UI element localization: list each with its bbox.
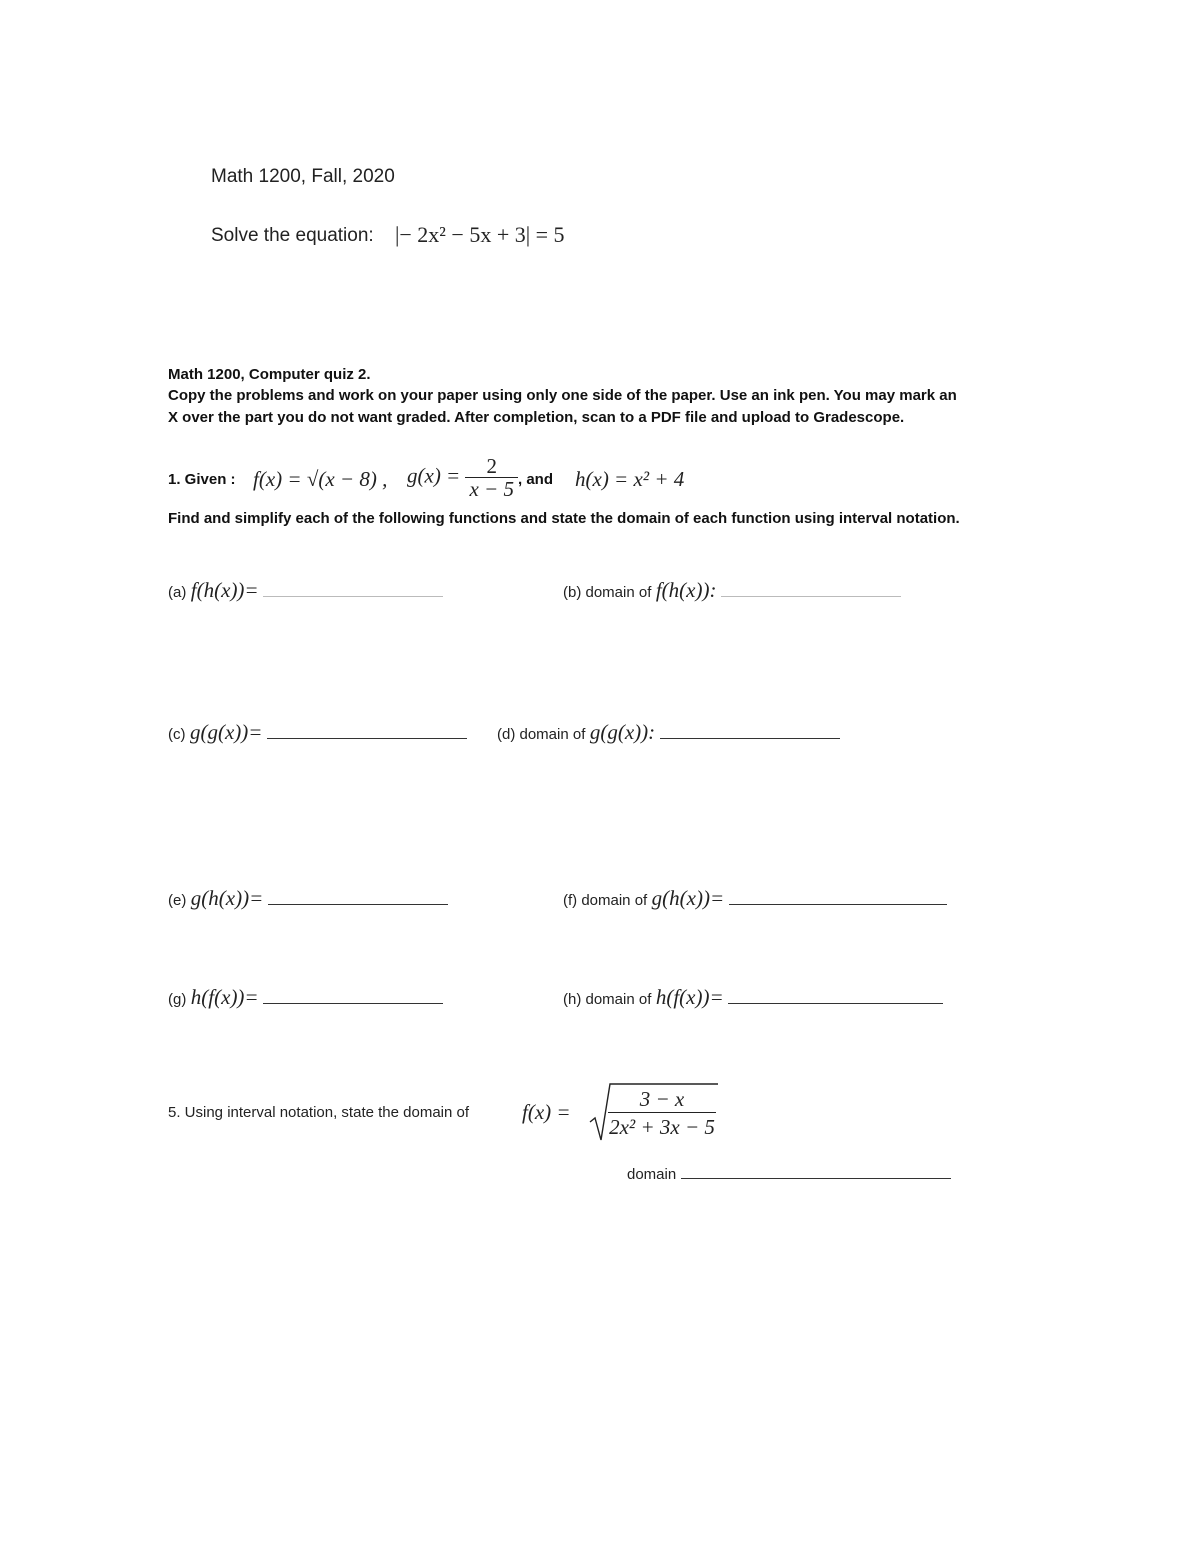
part-f-expression: g(h(x))= [651,886,725,910]
part-c-label: (c) [168,726,186,743]
g-def-prefix: g(x) = [407,463,461,488]
quiz-instructions-line2: X over the part you do not want graded. After completion, scan to a PDF file and upload to Gradescope. [168,409,905,426]
part-d [497,720,840,745]
part-h-expression: h(f(x))= [655,985,724,1009]
problem5-text: 5. Using interval notation, state the domain of [168,1104,470,1121]
part-h-label: (h) domain of [563,991,652,1008]
part-g-answer-line[interactable] [263,1003,443,1004]
part-d-answer-line[interactable] [660,738,840,739]
quiz-instructions-line1: Copy the problems and work on your paper using only one side of the paper. Use an ink pen. You may mark an [168,387,957,404]
and-label: , and [518,471,554,488]
part-f-label: (f) domain of [563,892,648,909]
part-d-expression: g(g(x)): [589,720,656,744]
problem5-domain [627,1166,951,1184]
part-f [563,886,947,911]
part-e-label: (e) [168,892,187,909]
part-h [563,985,943,1010]
part-a-label: (a) [168,584,187,601]
part-e [168,886,448,911]
g-definition [407,455,518,500]
part-c [168,720,467,745]
part-d-label: (d) domain of [497,726,586,743]
problem5-domain-label: domain [627,1166,677,1183]
g-fraction [465,455,518,500]
part-h-answer-line[interactable] [728,1003,943,1004]
solve-label: Solve the equation: [211,225,374,246]
part-a-answer-line[interactable] [263,596,443,597]
part-c-expression: g(g(x))= [189,720,263,744]
part-c-answer-line[interactable] [267,738,467,739]
part-a-expression: f(h(x))= [190,578,259,602]
part-b-label: (b) domain of [563,584,652,601]
part-g-expression: h(f(x))= [190,985,259,1009]
part-e-expression: g(h(x))= [190,886,264,910]
problem5-f-prefix: f(x) = [522,1100,571,1124]
given-label: 1. Given : [168,471,236,488]
g-denominator: x − 5 [469,477,514,501]
part-g-label: (g) [168,991,187,1008]
part-b-expression: f(h(x)): [655,578,717,602]
problem5-domain-answer-line[interactable] [681,1178,951,1179]
part-e-answer-line[interactable] [268,904,448,905]
problem1-instruction: Find and simplify each of the following functions and state the domain of each function using interval notation. [168,510,960,527]
h-definition: h(x) = x² + 4 [575,467,685,491]
problem5-denominator: 2x² + 3x − 5 [609,1115,715,1139]
part-b [563,578,901,603]
part-g [168,985,443,1010]
g-numerator: 2 [465,455,518,478]
problem5-numerator: 3 − x [608,1086,716,1113]
part-a [168,578,443,603]
f-definition: f(x) = √(x − 8) , [253,467,388,491]
quiz-title: Math 1200, Computer quiz 2. [168,366,371,383]
solve-equation: |− 2x² − 5x + 3| = 5 [395,222,565,247]
course-header: Math 1200, Fall, 2020 [211,166,395,187]
part-b-answer-line[interactable] [721,596,901,597]
part-f-answer-line[interactable] [729,904,947,905]
